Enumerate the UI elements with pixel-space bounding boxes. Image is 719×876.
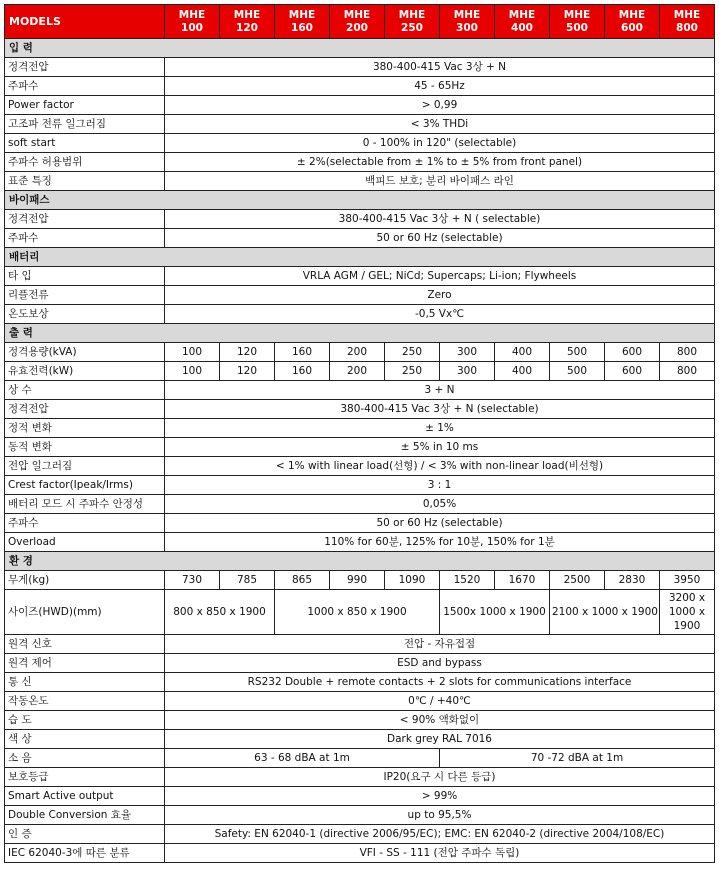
model-header: MHE 160 (275, 5, 330, 39)
spec-value: 0,05% (165, 495, 715, 514)
spec-label: 무게(kg) (5, 571, 165, 590)
spec-value: RS232 Double + remote contacts + 2 slots for communications interface (165, 673, 715, 692)
spec-row (5, 590, 715, 635)
spec-label: 정격전압 (5, 58, 165, 77)
spec-value: 380-400-415 Vac 3상 + N ( selectable) (165, 210, 715, 229)
spec-row (5, 267, 715, 286)
spec-value-cell: 100 (165, 343, 220, 362)
spec-value-cell: 100 (165, 362, 220, 381)
spec-row (5, 400, 715, 419)
spec-row (5, 419, 715, 438)
spec-row (5, 381, 715, 400)
spec-value: VFI - SS - 111 (전압 주파수 독립) (165, 844, 715, 863)
spec-label: 주파수 (5, 514, 165, 533)
spec-row (5, 495, 715, 514)
spec-value-cell: 200 (330, 362, 385, 381)
spec-value: ± 2%(selectable from ± 1% to ± 5% from front panel) (165, 153, 715, 172)
model-header: MHE 200 (330, 5, 385, 39)
spec-value: 380-400-415 Vac 3상 + N (165, 58, 715, 77)
section-title: 배터리 (5, 248, 715, 267)
spec-value: IP20(요구 시 다른 등급) (165, 768, 715, 787)
spec-value: VRLA AGM / GEL; NiCd; Supercaps; Li-ion; Flywheels (165, 267, 715, 286)
spec-value-cell: 400 (495, 343, 550, 362)
spec-value: 3 : 1 (165, 476, 715, 495)
spec-value-cell: 800 (660, 343, 715, 362)
spec-value-cell: 600 (605, 362, 660, 381)
spec-value: ESD and bypass (165, 654, 715, 673)
spec-label: 온도보상 (5, 305, 165, 324)
spec-label: 보호등급 (5, 768, 165, 787)
spec-value-cell: 500 (550, 362, 605, 381)
spec-row (5, 305, 715, 324)
spec-value-cell: 250 (385, 362, 440, 381)
spec-label: 고조파 전류 일그러짐 (5, 115, 165, 134)
noise-value: 70 -72 dBA at 1m (440, 749, 715, 768)
section-header-row (5, 39, 715, 58)
spec-value: < 1% with linear load(선형) / < 3% with non-linear load(비선형) (165, 457, 715, 476)
spec-value: > 0,99 (165, 96, 715, 115)
spec-value: 380-400-415 Vac 3상 + N (selectable) (165, 400, 715, 419)
spec-row (5, 806, 715, 825)
models-label: MODELS (5, 5, 165, 39)
spec-label: Crest factor(Ipeak/Irms) (5, 476, 165, 495)
spec-table (4, 4, 715, 863)
spec-row (5, 730, 715, 749)
spec-row (5, 571, 715, 590)
spec-value-cell: 600 (605, 343, 660, 362)
spec-value-cell: 120 (220, 362, 275, 381)
spec-label: 동적 변화 (5, 438, 165, 457)
spec-label: Power factor (5, 96, 165, 115)
spec-value-cell: 400 (495, 362, 550, 381)
spec-value: > 99% (165, 787, 715, 806)
spec-row (5, 438, 715, 457)
spec-value-cell: 160 (275, 362, 330, 381)
spec-value-cell: 500 (550, 343, 605, 362)
spec-row (5, 768, 715, 787)
spec-label: Smart Active output (5, 787, 165, 806)
spec-value-cell: 785 (220, 571, 275, 590)
spec-row (5, 711, 715, 730)
spec-value-cell: 250 (385, 343, 440, 362)
spec-row (5, 58, 715, 77)
size-value: 2100 x 1000 x 1900 (550, 590, 660, 635)
spec-value-cell: 1670 (495, 571, 550, 590)
spec-value-cell: 990 (330, 571, 385, 590)
spec-row (5, 635, 715, 654)
model-header: MHE 600 (605, 5, 660, 39)
model-header: MHE 500 (550, 5, 605, 39)
spec-row (5, 825, 715, 844)
spec-row (5, 286, 715, 305)
spec-value: ± 1% (165, 419, 715, 438)
spec-label: 소 음 (5, 749, 165, 768)
spec-label: 작동온도 (5, 692, 165, 711)
spec-value: 전압 - 자유접점 (165, 635, 715, 654)
spec-label: 유효전력(kW) (5, 362, 165, 381)
spec-value: < 3% THDi (165, 115, 715, 134)
spec-label: Double Conversion 효율 (5, 806, 165, 825)
spec-label: 전압 일그러짐 (5, 457, 165, 476)
spec-row (5, 533, 715, 552)
spec-value: 백피드 보호; 분리 바이패스 라인 (165, 172, 715, 191)
section-title: 출 력 (5, 324, 715, 343)
spec-body (5, 39, 715, 863)
spec-value-cell: 1520 (440, 571, 495, 590)
spec-label: 타 입 (5, 267, 165, 286)
spec-value: 3 + N (165, 381, 715, 400)
size-value: 3200 x 1000 x 1900 (660, 590, 715, 635)
spec-value: 50 or 60 Hz (selectable) (165, 514, 715, 533)
spec-row (5, 229, 715, 248)
spec-value-cell: 865 (275, 571, 330, 590)
spec-label: 습 도 (5, 711, 165, 730)
spec-value-cell: 160 (275, 343, 330, 362)
model-header: MHE 100 (165, 5, 220, 39)
spec-value-cell: 2500 (550, 571, 605, 590)
section-title: 바이패스 (5, 191, 715, 210)
spec-value-cell: 800 (660, 362, 715, 381)
spec-row (5, 787, 715, 806)
section-header-row (5, 248, 715, 267)
section-title: 환 경 (5, 552, 715, 571)
spec-label: 정격전압 (5, 210, 165, 229)
spec-value-cell: 1090 (385, 571, 440, 590)
spec-value: 0℃ / +40℃ (165, 692, 715, 711)
section-title: 입 력 (5, 39, 715, 58)
spec-label: 원격 제어 (5, 654, 165, 673)
spec-label: 상 수 (5, 381, 165, 400)
spec-label: IEC 62040-3에 따른 분류 (5, 844, 165, 863)
spec-label: 통 신 (5, 673, 165, 692)
spec-row (5, 96, 715, 115)
spec-value: Safety: EN 62040-1 (directive 2006/95/EC); EMC: EN 62040-2 (directive 2004/108/EC) (165, 825, 715, 844)
spec-row (5, 77, 715, 96)
spec-value: 110% for 60분, 125% for 10분, 150% for 1분 (165, 533, 715, 552)
spec-row (5, 134, 715, 153)
spec-label: 원격 신호 (5, 635, 165, 654)
spec-label: Overload (5, 533, 165, 552)
spec-row (5, 692, 715, 711)
spec-label: soft start (5, 134, 165, 153)
spec-value-cell: 200 (330, 343, 385, 362)
model-header: MHE 120 (220, 5, 275, 39)
model-header: MHE 250 (385, 5, 440, 39)
spec-row (5, 476, 715, 495)
spec-row (5, 749, 715, 768)
spec-value: 0 - 100% in 120" (selectable) (165, 134, 715, 153)
spec-label: 주파수 (5, 229, 165, 248)
spec-value: -0,5 Vx℃ (165, 305, 715, 324)
spec-row (5, 153, 715, 172)
spec-row (5, 514, 715, 533)
size-value: 800 x 850 x 1900 (165, 590, 275, 635)
section-header-row (5, 324, 715, 343)
section-header-row (5, 191, 715, 210)
spec-value: 45 - 65Hz (165, 77, 715, 96)
spec-value: Zero (165, 286, 715, 305)
spec-row (5, 362, 715, 381)
spec-label: 사이즈(HWD)(mm) (5, 590, 165, 635)
spec-value-cell: 120 (220, 343, 275, 362)
spec-row (5, 172, 715, 191)
spec-label: 정격전압 (5, 400, 165, 419)
model-header: MHE 300 (440, 5, 495, 39)
spec-value-cell: 300 (440, 343, 495, 362)
spec-value: Dark grey RAL 7016 (165, 730, 715, 749)
spec-value: 50 or 60 Hz (selectable) (165, 229, 715, 248)
spec-row (5, 673, 715, 692)
model-header: MHE 800 (660, 5, 715, 39)
spec-value-cell: 3950 (660, 571, 715, 590)
spec-label: 정적 변화 (5, 419, 165, 438)
spec-row (5, 210, 715, 229)
spec-row (5, 457, 715, 476)
spec-label: 표준 특징 (5, 172, 165, 191)
size-value: 1500x 1000 x 1900 (440, 590, 550, 635)
spec-label: 정격용량(kVA) (5, 343, 165, 362)
noise-value: 63 - 68 dBA at 1m (165, 749, 440, 768)
spec-value: up to 95,5% (165, 806, 715, 825)
spec-label: 주파수 허용범위 (5, 153, 165, 172)
spec-value: ± 5% in 10 ms (165, 438, 715, 457)
spec-value-cell: 730 (165, 571, 220, 590)
size-value: 1000 x 850 x 1900 (275, 590, 440, 635)
section-header-row (5, 552, 715, 571)
spec-row (5, 343, 715, 362)
model-header: MHE 400 (495, 5, 550, 39)
spec-label: 인 증 (5, 825, 165, 844)
spec-row (5, 654, 715, 673)
spec-row (5, 844, 715, 863)
models-header-row (5, 5, 715, 39)
spec-value: < 90% 액화없이 (165, 711, 715, 730)
spec-label: 주파수 (5, 77, 165, 96)
spec-value-cell: 300 (440, 362, 495, 381)
spec-label: 리플전류 (5, 286, 165, 305)
spec-value-cell: 2830 (605, 571, 660, 590)
spec-row (5, 115, 715, 134)
spec-label: 색 상 (5, 730, 165, 749)
spec-label: 배터리 모드 시 주파수 안정성 (5, 495, 165, 514)
